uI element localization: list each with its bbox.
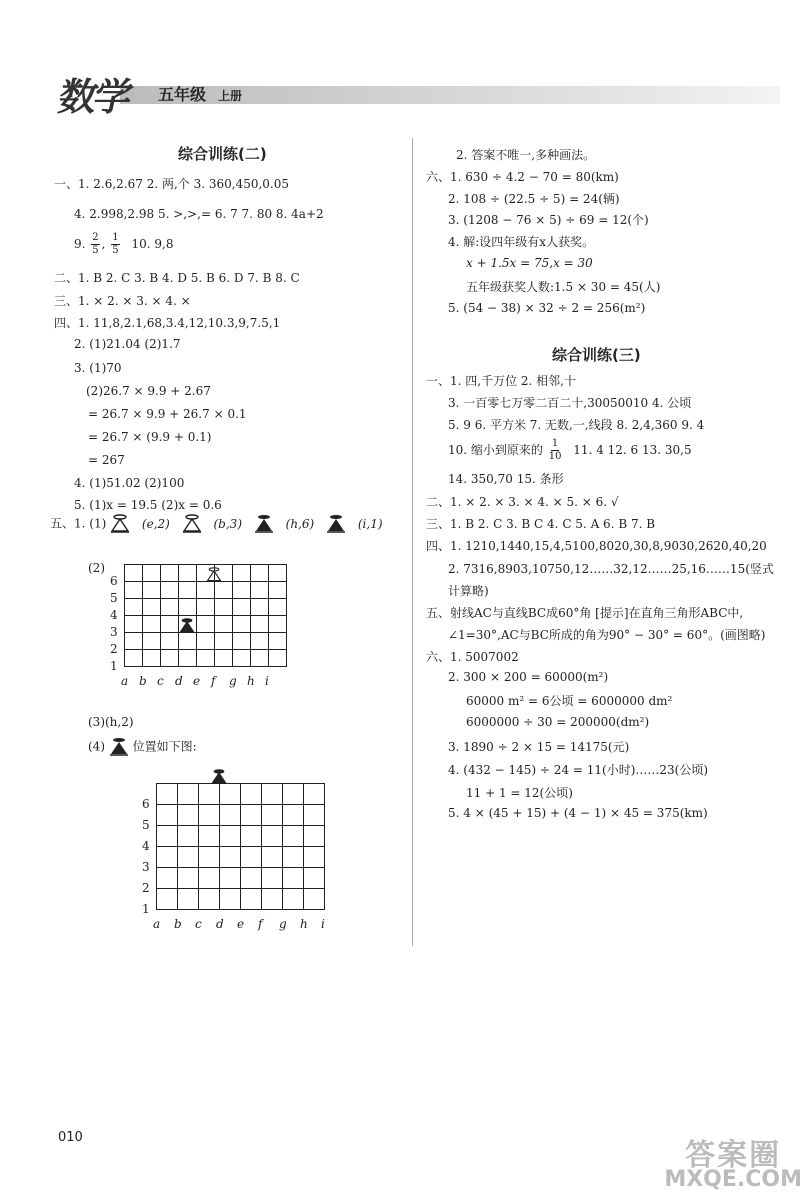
lamp-filled-icon: [211, 769, 227, 785]
answer-line: 二、1. × 2. × 3. × 4. × 5. × 6. √: [426, 495, 619, 509]
answer-line-q10: [448, 438, 692, 463]
answer-line: 3. (1208 − 76 × 5) ÷ 69 = 12(个): [448, 213, 649, 227]
grid-cell: [177, 825, 199, 847]
answer-line: x + 1.5x = 75,x = 30: [466, 256, 593, 270]
answer-line: 一、1. 2.6,2.67 2. 两,个 3. 360,450,0.05: [54, 177, 290, 191]
grid-cell: [268, 615, 287, 633]
answer-line: 2. 108 ÷ (22.5 ÷ 5) = 24(辆): [448, 192, 620, 206]
grid-cell: [124, 615, 143, 633]
grid-row-label: 1: [110, 659, 118, 673]
grid-cell: [268, 581, 287, 599]
grid-cell: [232, 598, 251, 616]
coord: (h,6): [285, 516, 315, 531]
grid-cell: [261, 867, 283, 889]
grid-cell: [268, 598, 287, 616]
denominator: 10: [548, 451, 562, 462]
grid-cell: [219, 825, 241, 847]
grid-cell: [177, 846, 199, 868]
grid-cell: [232, 564, 251, 582]
grid-cell: [142, 564, 161, 582]
grid-cell: [124, 632, 143, 650]
grid-cell: [282, 783, 304, 805]
numerator: 1: [112, 232, 119, 243]
grid-cell: [219, 846, 241, 868]
grid-cell: [160, 615, 179, 633]
answer-line: 5. (1)x = 19.5 (2)x = 0.6: [74, 498, 222, 512]
grid-cell: [268, 632, 287, 650]
q10-rest: 11. 4 12. 6 13. 30,5: [573, 443, 692, 457]
grid-cell: [268, 564, 287, 582]
grid-cell: [178, 649, 197, 667]
coord: (i,1): [357, 516, 383, 531]
grid-cell: [160, 649, 179, 667]
grid-row-label: 4: [110, 608, 118, 622]
answer-line: 2. 答案不唯一,多种画法。: [456, 148, 596, 162]
grid-cell: [160, 632, 179, 650]
grid-cell: [219, 867, 241, 889]
grid-cell: [196, 649, 215, 667]
grid-col-label: h: [247, 674, 255, 688]
grid-cell: [232, 632, 251, 650]
answer-line: (2)26.7 × 9.9 + 2.67: [86, 384, 211, 398]
grid-cell: [240, 804, 262, 826]
grid-col-label: f: [211, 674, 216, 688]
answer-line: 4. 解:设四年级有x人获奖。: [448, 235, 595, 249]
answer-line: = 26.7 × 9.9 + 26.7 × 0.1: [88, 407, 247, 421]
grid-cell: [240, 846, 262, 868]
grid-cell: [124, 649, 143, 667]
grid-cell: [196, 615, 215, 633]
grid-cell: [232, 649, 251, 667]
grid-cell: [232, 615, 251, 633]
grid-cell: [303, 846, 325, 868]
q9-rest: 10. 9,8: [131, 237, 174, 251]
answer-line: 6000000 ÷ 30 = 200000(dm²): [466, 715, 650, 729]
grid-cell: [124, 581, 143, 599]
grid-cell: [177, 867, 199, 889]
grid-cell: [250, 649, 269, 667]
answer-line: 11 + 1 = 12(公顷): [466, 786, 573, 800]
answer-line: (3)(h,2): [88, 715, 134, 729]
answer-line: 14. 350,70 15. 条形: [448, 472, 564, 486]
grid-cell: [177, 888, 199, 910]
grid-cell: [214, 632, 233, 650]
grid-col-label: d: [216, 917, 224, 931]
grid-cell: [232, 581, 251, 599]
answer-line: 三、1. × 2. × 3. × 4. ×: [54, 294, 191, 308]
grid-cell: [196, 581, 215, 599]
grid-cell: [156, 888, 178, 910]
answer-line: 五、射线AC与直线BC成60°角 [提示]在直角三角形ABC中,: [426, 606, 744, 620]
grid-cell: [282, 867, 304, 889]
grid-row-label: 6: [142, 797, 150, 811]
answer-line: 5. 9 6. 平方米 7. 无数,一,线段 8. 2,4,360 9. 4: [448, 418, 705, 432]
grid-col-label: a: [153, 917, 161, 931]
lamp-outline-icon: [206, 567, 222, 583]
answer-line: 五年级获奖人数:1.5 × 30 = 45(人): [466, 280, 661, 294]
grid-col-label: f: [258, 917, 263, 931]
grid-cell: [250, 598, 269, 616]
right-title: 综合训练(三): [552, 346, 641, 364]
grid-cell: [250, 581, 269, 599]
grid-cell: [198, 825, 220, 847]
answer-line: 5. 4 × (45 + 15) + (4 − 1) × 45 = 375(km): [448, 806, 708, 820]
answer-line: 六、1. 630 ÷ 4.2 − 70 = 80(km): [426, 170, 619, 184]
grid-row-label: 2: [110, 642, 118, 656]
grid-cell: [250, 615, 269, 633]
left-title: 综合训练(二): [178, 145, 267, 163]
grid-cell: [261, 888, 283, 910]
answer-line: = 267: [88, 453, 125, 467]
grid-cell: [160, 598, 179, 616]
grid-cell: [261, 825, 283, 847]
grid-cell: [178, 632, 197, 650]
answer-line: 2. (1)21.04 (2)1.7: [74, 337, 181, 351]
grid-cell: [214, 615, 233, 633]
grid-cell: [303, 825, 325, 847]
answer-line: 2. 300 × 200 = 60000(m²): [448, 670, 609, 684]
fraction: [111, 232, 119, 257]
grid-cell: [124, 598, 143, 616]
watermark: [664, 1138, 802, 1192]
grid-cell: [156, 783, 178, 805]
grid-cell: [156, 804, 178, 826]
answer-line: 二、1. B 2. C 3. B 4. D 5. B 6. D 7. B 8. C: [54, 271, 300, 285]
grid-col-label: g: [229, 674, 237, 688]
answer-line: 4. 2.998,2.9̇8 5. >,>,= 6. 7 7. 80 8. 4a+2: [74, 207, 324, 221]
answer-line: 四、1. 1210,1440,15,4,5100,8020,30,8,9030,2620,40,20: [426, 539, 767, 553]
coord: (e,2): [141, 516, 170, 531]
grid-cell: [219, 804, 241, 826]
grid-cell: [156, 867, 178, 889]
grid-col-label: b: [139, 674, 147, 688]
answer-line: 3. (1)70: [74, 361, 122, 375]
watermark-cn: 答案圈: [685, 1138, 782, 1173]
answer-line: 计算略): [448, 584, 489, 598]
grid-row-label: 3: [142, 860, 150, 874]
fraction: [91, 232, 99, 257]
grid-cell: [240, 825, 262, 847]
denominator: 5: [112, 245, 119, 256]
answer-line: 四、1. 11,8,2.1,68,3.4,12,10.3,9,7.5,1: [54, 316, 281, 330]
coord: (b,3): [213, 516, 242, 531]
grid-cell: [282, 804, 304, 826]
grid-cell: [250, 564, 269, 582]
grid-col-label: c: [195, 917, 202, 931]
grid-cell: [261, 846, 283, 868]
answer-line: 一、1. 四,千万位 2. 相邻,十: [426, 374, 576, 388]
grid-cell: [124, 564, 143, 582]
coordinate-grid-2: [156, 783, 324, 909]
q10-prefix: 10. 缩小到原来的: [448, 443, 543, 457]
grid-col-label: d: [175, 674, 183, 688]
grid-cell: [142, 598, 161, 616]
lamp-filled-icon: [254, 514, 274, 534]
grid-cell: [303, 804, 325, 826]
grid-cell: [268, 649, 287, 667]
grid-cell: [240, 783, 262, 805]
grid-cell: [261, 783, 283, 805]
grid-cell: [240, 888, 262, 910]
grid-col-label: i: [265, 674, 269, 688]
lamp-filled-icon: [179, 618, 195, 634]
grid-cell: [196, 598, 215, 616]
grid-cell: [196, 632, 215, 650]
grid-cell: [178, 581, 197, 599]
answer-line: 5. (54 − 38) × 32 ÷ 2 = 256(m²): [448, 301, 646, 315]
grid-col-label: a: [121, 674, 129, 688]
grid-cell: [282, 846, 304, 868]
grid-cell: [142, 581, 161, 599]
grid-cell: [177, 783, 199, 805]
grid-cell: [214, 649, 233, 667]
answer-line-q5-1: [50, 514, 383, 534]
fraction: [549, 438, 562, 463]
grid-col-label: b: [174, 917, 182, 931]
grid-cell: [261, 804, 283, 826]
grid-col-label: e: [237, 917, 245, 931]
grid-cell: [160, 564, 179, 582]
answer-line: 3. 一百零七万零二百二十,30050010 4. 公顷: [448, 396, 692, 410]
answer-line: = 26.7 × (9.9 + 0.1): [88, 430, 212, 444]
grid-row-label: 5: [142, 818, 150, 832]
grid-cell: [198, 846, 220, 868]
grid-cell: [177, 804, 199, 826]
lamp-filled-icon: [109, 737, 129, 757]
lamp-outline-icon: [182, 514, 202, 534]
grade-label: [158, 82, 242, 105]
grid-cell: [219, 888, 241, 910]
grid-row-label: 1: [142, 902, 150, 916]
grid-col-label: g: [279, 917, 287, 931]
grid-cell: [142, 632, 161, 650]
grid-cell: [156, 825, 178, 847]
answer-line: 三、1. B 2. C 3. B C 4. C 5. A 6. B 7. B: [426, 517, 656, 531]
answer-line: ∠1=30°,AC与BC所成的角为90° − 30° = 60°。(画图略): [448, 628, 766, 642]
lamp-filled-icon: [326, 514, 346, 534]
grid-cell: [214, 598, 233, 616]
grid-row-label: 3: [110, 625, 118, 639]
denominator: 5: [92, 245, 99, 256]
grid-cell: [198, 804, 220, 826]
grid-col-label: i: [321, 917, 325, 931]
grid-cell: [142, 615, 161, 633]
answer-line: 3. 1890 ÷ 2 × 15 = 14175(元): [448, 740, 630, 754]
grid-cell: [219, 783, 241, 805]
page-header: [50, 66, 780, 119]
grid-cell: [178, 564, 197, 582]
q5-4-prefix: (4): [88, 739, 105, 754]
page-number: 010: [58, 1130, 83, 1145]
answer-line-q5-4: [88, 737, 197, 757]
grid-cell: [282, 888, 304, 910]
grid-cell: [303, 888, 325, 910]
answer-line: 六、1. 5007002: [426, 650, 519, 664]
grid-cell: [282, 825, 304, 847]
grid-cell: [303, 783, 325, 805]
column-divider: [412, 138, 413, 946]
grid1-label: (2): [88, 561, 105, 575]
grid-row-label: 4: [142, 839, 150, 853]
grid-row-label: 5: [110, 591, 118, 605]
numerator: 2: [92, 232, 99, 243]
watermark-en: MXQE.COM: [664, 1167, 802, 1192]
grid-cell: [178, 598, 197, 616]
grid-col-label: c: [157, 674, 164, 688]
grid-cell: [198, 867, 220, 889]
grid-cell: [198, 888, 220, 910]
answer-line: 4. (1)51.02 (2)100: [74, 476, 185, 490]
coordinate-grid-1: [124, 564, 300, 684]
numerator: 1: [551, 438, 559, 449]
grid-cell: [160, 581, 179, 599]
answer-line: 4. (432 − 145) ÷ 24 = 11(小时)……23(公顷): [448, 763, 709, 777]
grid-row-label: 2: [142, 881, 150, 895]
q5-4-suffix: 位置如下图:: [132, 739, 197, 754]
grade-text: 五年级: [158, 85, 207, 104]
subject-logo: 数学: [54, 75, 134, 119]
grid-cell: [142, 649, 161, 667]
grid-col-label: h: [300, 917, 308, 931]
answer-line: 60000 m² = 6公顷 = 6000000 dm²: [466, 694, 673, 708]
grid-cell: [303, 867, 325, 889]
answer-line-q9: 9. $\frac{2}{5}$ , $\frac{1}{5}$ 10. 9,8: [74, 232, 174, 256]
grid-row-label: 6: [110, 574, 118, 588]
volume-text: 上册: [218, 89, 243, 103]
grid-cell: [240, 867, 262, 889]
grid-cell: [250, 632, 269, 650]
lamp-outline-icon: [110, 514, 130, 534]
q9-prefix: 9.: [74, 237, 86, 251]
q5-prefix: 五、1. (1): [50, 516, 107, 531]
grid-cell: [156, 846, 178, 868]
grid-cell: [214, 581, 233, 599]
grid-cell: [198, 783, 220, 805]
answer-line: 2. 7316,8903,10750,12……32,12……25,16……15(竖式: [448, 562, 774, 576]
grid-col-label: e: [193, 674, 201, 688]
